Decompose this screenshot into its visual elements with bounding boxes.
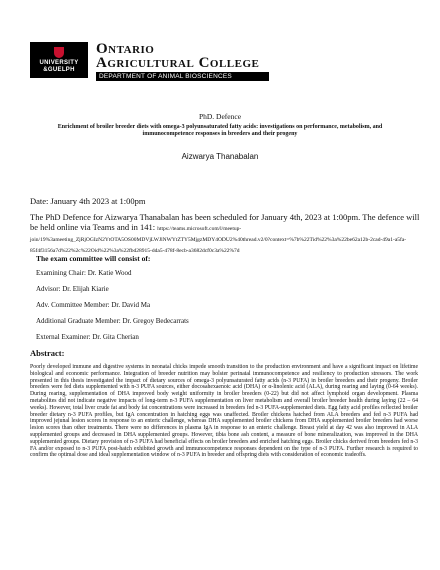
committee-heading: The exam committee will consist of: [36, 254, 151, 263]
document-title: PhD. Defence [198, 112, 242, 121]
committee-section [36, 254, 416, 349]
committee-member: Adv. Committee Member: Dr. David Ma [36, 301, 151, 309]
college-name-line-1: Ontario [96, 41, 155, 57]
college-name-line-2: Agricultural College [96, 55, 260, 71]
committee-member: Additional Graduate Member: Dr. Gregoy Bedecarrats [36, 317, 189, 325]
letterhead [30, 42, 412, 82]
committee-member: Advisor: Dr. Elijah Kiarie [36, 285, 109, 293]
logo-line-2: &GUELPH [43, 66, 75, 73]
university-logo [30, 42, 88, 78]
logo-line-1: UNIVERSITY [39, 59, 79, 66]
teams-meeting-link[interactable]: https://teams.microsoft.com/l/meetup-join/19%3ameeting_ZjRjOGIzN2YtOTA5OS00MDVjLWJlNWYtZTY5MjgzMDY4ODU2%40thread.v2/0?context=%7b%22Tid%22%3a%22be62a12b-2cad-49a1-a5fa-85f4f3156a7d%22%2c%22Oid%22%3a%22fbd28915-dda5-478f-8ecb-a3682dcf0c3a%22%7d [30, 226, 407, 254]
abstract-text: Poorly developed immune and digestive systems in neonatal chicks impede smooth transition to the production environment and have a significant impact on lifetime biological and economic performance. Integration of breeder nutrition may bolster perinatal immunocompetence and resiliency to production stressors. The work presented in this thesis investigated the impact of dietary sources of omega-3 polyunsaturated fatty acids (n-3 PUFA) in broiler breeders and their progeny. Broiler breeders were fed diets supplemented with n-3 PUFA sources, either docosahexaenoic acid (DHA) or α-linolenic acid (ALA), during rearing and laying (0-64 weeks). During rearing, supplementation of DHA improved body weight uniformity in broiler breeders (0-22) but did not affect lymphoid organ development. Plasma metabolites did not indicate negative impacts of long-term n-3 PUFA supplementation on liver metabolism and overall broiler breeder health during laying (22 – 64 weeks). However, total liver crude fat and body fat concentrations were increased in breeders fed n-3 PUFA-supplemented diets. Egg fatty acid profiles reflected broiler breeder dietary n-3 PUFA profiles, but IgA concentration in hatching eggs was unaffected. Broiler chickens hatched from ALA breeders and fed n-3 PUFA had improved jejunal lesion scores in response to an enteric challenge, whereas DHA supplemented broiler chickens from DHA supplemented broiler breeders had worse lesion scores than other treatments. There were no differences in plasma IgA in response to an enteric challenge. Breast yield at day 42 was also improved in ALA supplemented groups and decreased in DHA supplemented groups. However, tibia bone ash content, a measure of bone mineralization, was improved in the DHA supplemented groups. Dietary provision of n-3 PUFA had beneficial effects on broiler breeders and enriched hatching eggs. Broiler chicks derived from breeders fed n-3 FA and/or exposed to n-3 PUFA post-hatch exhibited growth and immunocompetence responses dependent on the type of n-3 PUFA. Further research is required to confirm the optimal dose and ideal supplementation window of n-3 PUFA in breeder and offspring diets with consideration of economic tradeoffs. [30, 364, 418, 459]
college-name [96, 42, 412, 81]
defence-date: Date: January 4th 2023 at 1:00pm [30, 196, 146, 206]
abstract-heading: Abstract: [30, 348, 65, 358]
committee-member: External Examiner: Dr. Gita Cherian [36, 333, 139, 341]
thesis-title: Enrichment of broiler breeder diets with omega-3 polyunsaturated fatty acids: investigations on performance, metabolism, and immunocompetence responses in breeders and their progeny [57, 124, 383, 137]
schedule-paragraph [30, 212, 422, 255]
committee-member: Examining Chair: Dr. Katie Wood [36, 269, 132, 277]
schedule-text: The PhD Defence for Aizwarya Thanabalan has been scheduled for January 4th, 2023 at 1:00pm. The defence will be held online via Teams and in 141: [30, 212, 420, 232]
shield-icon [54, 47, 64, 58]
department-banner: DEPARTMENT OF ANIMAL BIOSCIENCES [96, 72, 269, 81]
candidate-name: Aizwarya Thanabalan [181, 152, 259, 161]
title-block [50, 112, 390, 161]
